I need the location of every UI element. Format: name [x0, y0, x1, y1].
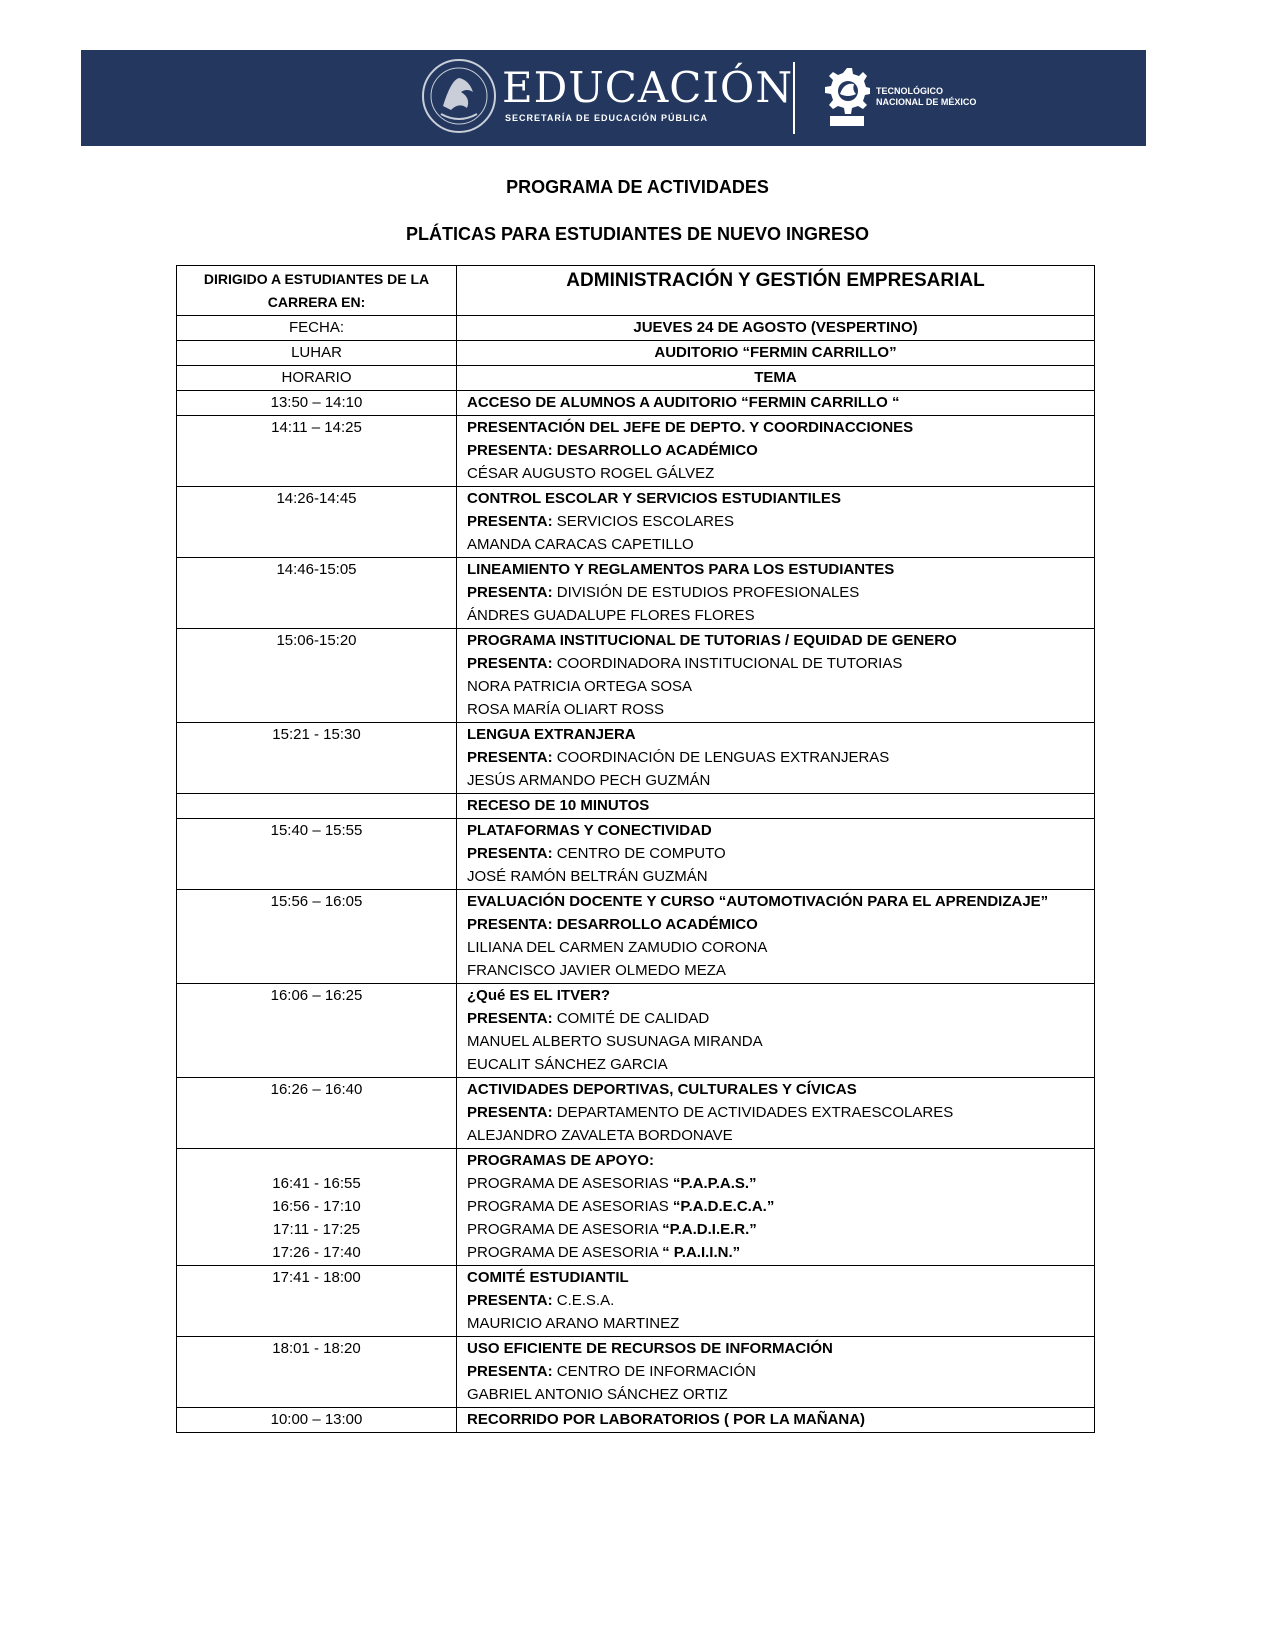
schedule-column-header: HORARIO [177, 366, 457, 391]
presenter-name: GABRIEL ANTONIO SÁNCHEZ ORTIZ [467, 1386, 728, 1403]
presenter-dept: DESARROLLO ACADÉMICO [556, 916, 758, 933]
row-topic-cell [457, 1078, 1095, 1149]
blank-spacer [177, 1149, 456, 1172]
row-topic: COMITÉ ESTUDIANTIL [467, 1269, 629, 1286]
presenter-line [467, 1007, 1094, 1030]
presenter-line [467, 439, 1094, 462]
row-time: 13:50 – 14:10 [177, 391, 457, 416]
table-row [177, 1337, 1095, 1408]
row-time: 16:06 – 16:25 [177, 984, 457, 1078]
table-row [177, 629, 1095, 723]
document-subtitle: PLÁTICAS PARA ESTUDIANTES DE NUEVO INGRESO [405, 224, 870, 244]
row-topic: EVALUACIÓN DOCENTE Y CURSO “AUTOMOTIVACIÓN PARA EL APRENDIZAJE” [467, 893, 1049, 910]
date-row [177, 316, 1095, 341]
tecnm-label-line2: NACIONAL DE MÉXICO [876, 97, 977, 107]
presenter-name: LILIANA DEL CARMEN ZAMUDIO CORONA [467, 939, 768, 956]
presenter-name: MANUEL ALBERTO SUSUNAGA MIRANDA [467, 1033, 763, 1050]
presenter-name: ROSA MARÍA OLIART ROSS [467, 701, 665, 718]
row-time: 14:11 – 14:25 [177, 416, 457, 487]
row-time: 18:01 - 18:20 [177, 1337, 457, 1408]
row-time [177, 794, 457, 819]
row-time: 15:06-15:20 [177, 629, 457, 723]
presenter-name: ÁNDRES GUADALUPE FLORES FLORES [467, 607, 755, 624]
support-program-time: 16:41 - 16:55 [272, 1175, 361, 1192]
row-time: 15:21 - 15:30 [177, 723, 457, 794]
row-topic-cell [457, 1266, 1095, 1337]
sep-subtitle: SECRETARÍA DE EDUCACIÓN PÚBLICA [505, 113, 709, 123]
row-topic: RECORRIDO POR LABORATORIOS ( POR LA MAÑANA) [467, 1411, 866, 1428]
presenter-line [467, 581, 1094, 604]
tecnm-gear-logo-icon [824, 64, 870, 130]
row-topic-cell [457, 723, 1095, 794]
presenter-label: PRESENTA: [467, 845, 553, 862]
tecnm-label [876, 86, 976, 108]
row-time: 14:26-14:45 [177, 487, 457, 558]
row-topic-cell [457, 1337, 1095, 1408]
presenter-dept: COORDINACIÓN DE LENGUAS EXTRANJERAS [556, 749, 890, 766]
row-topic: LINEAMIENTO Y REGLAMENTOS PARA LOS ESTUDIANTES [467, 561, 895, 578]
table-row [177, 1078, 1095, 1149]
support-program-name: “P.A.D.E.C.A.” [672, 1198, 775, 1215]
support-program-name: “P.A.P.A.S.” [672, 1175, 757, 1192]
presenter-line [467, 652, 1094, 675]
presenter-name: NORA PATRICIA ORTEGA SOSA [467, 678, 693, 695]
presenter-line [467, 913, 1094, 936]
banner-divider [793, 62, 795, 134]
document-title: PROGRAMA DE ACTIVIDADES [506, 177, 769, 197]
table-row [177, 487, 1095, 558]
row-topic-cell [457, 391, 1095, 416]
presenter-dept: DEPARTAMENTO DE ACTIVIDADES EXTRAESCOLARES [556, 1104, 954, 1121]
row-topic-cell [457, 794, 1095, 819]
topic-column-header: TEMA [457, 366, 1095, 391]
date-value: JUEVES 24 DE AGOSTO (VESPERTINO) [457, 316, 1095, 341]
row-topic-cell [457, 487, 1095, 558]
row-time: 17:41 - 18:00 [177, 1266, 457, 1337]
row-topic: ACTIVIDADES DEPORTIVAS, CULTURALES Y CÍVICAS [467, 1081, 857, 1098]
presenter-dept: CENTRO DE INFORMACIÓN [556, 1363, 756, 1380]
presenter-label: PRESENTA: [467, 1010, 553, 1027]
row-topic-cell [457, 984, 1095, 1078]
row-topic: ¿Qué ES EL ITVER? [467, 987, 611, 1004]
row-topic: RECESO DE 10 MINUTOS [467, 797, 650, 814]
education-wordmark: EDUCACIÓN [502, 63, 794, 112]
header-banner [81, 50, 1146, 146]
table-row [177, 890, 1095, 984]
table-row [177, 1266, 1095, 1337]
table-row [177, 723, 1095, 794]
presenter-line [467, 842, 1094, 865]
support-program-item [467, 1218, 1094, 1241]
row-time: 10:00 – 13:00 [177, 1408, 457, 1433]
table-row [177, 794, 1095, 819]
presenter-line [467, 746, 1094, 769]
table-row [177, 558, 1095, 629]
presenter-label: PRESENTA: [467, 655, 553, 672]
date-label: FECHA: [177, 316, 457, 341]
row-topic: CONTROL ESCOLAR Y SERVICIOS ESTUDIANTILES [467, 490, 841, 507]
presenter-name: JOSÉ RAMÓN BELTRÁN GUZMÁN [467, 868, 708, 885]
support-program-time: 17:11 - 17:25 [272, 1221, 361, 1238]
row-topic: PLATAFORMAS Y CONECTIVIDAD [467, 822, 712, 839]
row-topic-cell [457, 629, 1095, 723]
presenter-label: PRESENTA: [467, 1292, 553, 1309]
table-row [177, 391, 1095, 416]
support-program-item [467, 1195, 1094, 1218]
presenter-name: JESÚS ARMANDO PECH GUZMÁN [467, 772, 711, 789]
career-name: ADMINISTRACIÓN Y GESTIÓN EMPRESARIAL [457, 266, 1095, 316]
presenter-dept: DIVISIÓN DE ESTUDIOS PROFESIONALES [556, 584, 860, 601]
tecnm-label-line1: TECNOLÓGICO [876, 86, 943, 96]
row-time: 15:40 – 15:55 [177, 819, 457, 890]
place-row [177, 341, 1095, 366]
support-program-time: 17:26 - 17:40 [272, 1244, 361, 1261]
support-program-prefix: PROGRAMA DE ASESORIA [467, 1221, 663, 1238]
presenter-dept: COORDINADORA INSTITUCIONAL DE TUTORIAS [556, 655, 903, 672]
support-program-prefix: PROGRAMA DE ASESORIAS [467, 1198, 673, 1215]
presenter-label: PRESENTA: [467, 1104, 553, 1121]
row-topic-cell [457, 890, 1095, 984]
support-programs-cell [457, 1149, 1095, 1266]
presenter-dept: DESARROLLO ACADÉMICO [556, 442, 758, 459]
support-program-item [467, 1172, 1094, 1195]
presenter-line [467, 1289, 1094, 1312]
row-topic-cell [457, 819, 1095, 890]
support-program-name: “ P.A.I.I.N.” [662, 1244, 741, 1261]
row-topic: USO EFICIENTE DE RECURSOS DE INFORMACIÓN [467, 1340, 833, 1357]
presenter-label: PRESENTA: [467, 442, 553, 459]
row-time: 15:56 – 16:05 [177, 890, 457, 984]
presenter-dept: C.E.S.A. [556, 1292, 615, 1309]
row-topic: PROGRAMA INSTITUCIONAL DE TUTORIAS / EQUIDAD DE GENERO [467, 632, 957, 649]
table-row [177, 416, 1095, 487]
schedule-table [176, 265, 1095, 1433]
place-value: AUDITORIO “FERMIN CARRILLO” [457, 341, 1095, 366]
presenter-name: MAURICIO ARANO MARTINEZ [467, 1315, 680, 1332]
table-row [177, 819, 1095, 890]
table-row [177, 984, 1095, 1078]
row-topic: ACCESO DE ALUMNOS A AUDITORIO “FERMIN CARRILLO “ [467, 394, 900, 411]
presenter-label: PRESENTA: [467, 513, 553, 530]
support-program-time: 16:56 - 17:10 [272, 1198, 361, 1215]
support-program-prefix: PROGRAMA DE ASESORIA [467, 1244, 663, 1261]
row-topic-cell [457, 558, 1095, 629]
row-time: 16:26 – 16:40 [177, 1078, 457, 1149]
support-programs-title: PROGRAMAS DE APOYO: [467, 1152, 654, 1169]
table-row [177, 1408, 1095, 1433]
row-time: 14:46-15:05 [177, 558, 457, 629]
presenter-label: PRESENTA: [467, 584, 553, 601]
presenter-line [467, 1101, 1094, 1124]
row-topic: LENGUA EXTRANJERA [467, 726, 636, 743]
audience-label: DIRIGIDO A ESTUDIANTES DE LA CARRERA EN: [177, 266, 457, 316]
presenter-name: EUCALIT SÁNCHEZ GARCIA [467, 1056, 668, 1073]
presenter-name: AMANDA CARACAS CAPETILLO [467, 536, 694, 553]
mexican-coat-of-arms-seal-icon [421, 58, 497, 134]
row-topic: PRESENTACIÓN DEL JEFE DE DEPTO. Y COORDINACCIONES [467, 419, 914, 436]
column-header-row [177, 366, 1095, 391]
support-program-item [467, 1241, 1094, 1264]
presenter-name: CÉSAR AUGUSTO ROGEL GÁLVEZ [467, 465, 715, 482]
presenter-line [467, 1360, 1094, 1383]
presenter-dept: CENTRO DE COMPUTO [556, 845, 726, 862]
row-topic-cell [457, 1408, 1095, 1433]
presenter-label: PRESENTA: [467, 749, 553, 766]
presenter-label: PRESENTA: [467, 916, 553, 933]
presenter-name: ALEJANDRO ZAVALETA BORDONAVE [467, 1127, 733, 1144]
support-programs-times [177, 1149, 457, 1266]
support-program-name: “P.A.D.I.E.R.” [662, 1221, 757, 1238]
support-program-prefix: PROGRAMA DE ASESORIAS [467, 1175, 673, 1192]
presenter-dept: COMITÉ DE CALIDAD [556, 1010, 710, 1027]
table-header-row [177, 266, 1095, 316]
presenter-line [467, 510, 1094, 533]
presenter-dept: SERVICIOS ESCOLARES [556, 513, 735, 530]
support-programs-row [177, 1149, 1095, 1266]
presenter-label: PRESENTA: [467, 1363, 553, 1380]
place-label: LUHAR [177, 341, 457, 366]
presenter-name: FRANCISCO JAVIER OLMEDO MEZA [467, 962, 726, 979]
row-topic-cell [457, 416, 1095, 487]
